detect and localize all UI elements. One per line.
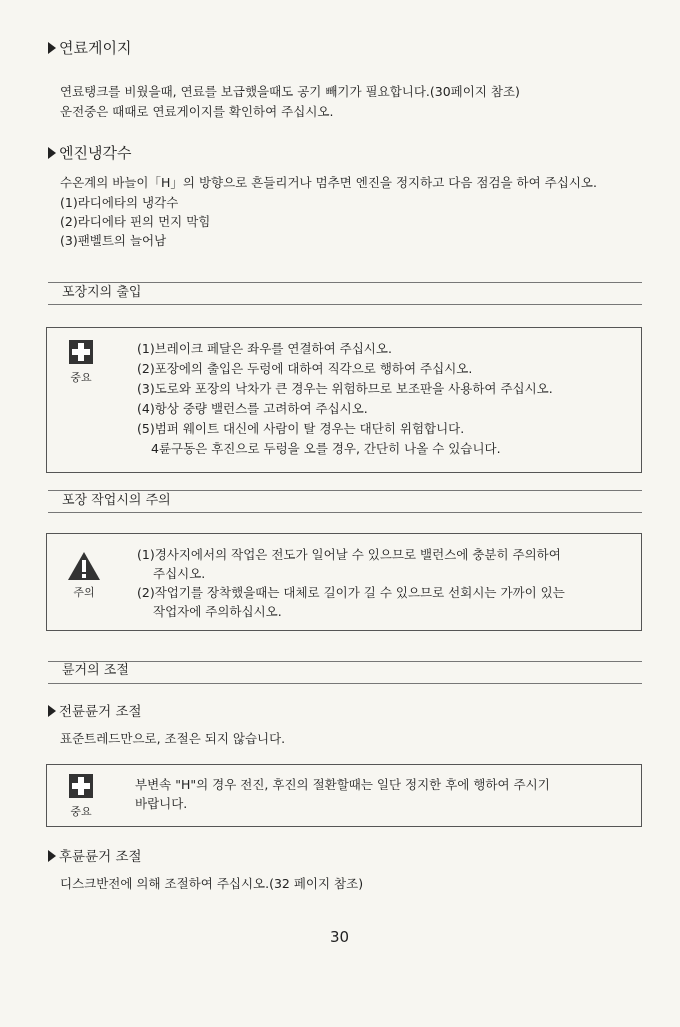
work-title: 포장 작업시의 주의 — [62, 493, 171, 508]
caution-label: 주의 — [73, 586, 95, 599]
front-tread-heading — [48, 700, 142, 720]
coolant-title: 엔진냉각수 — [59, 144, 132, 162]
fuel-line-2: 운전중은 때때로 연료게이지를 확인하여 주십시오. — [60, 104, 334, 119]
entry-item-1: (1)브레이크 페달은 좌우를 연결하여 주십시오. — [137, 341, 392, 356]
rear-tread-heading — [48, 845, 142, 865]
entry-item-3: (3)도로와 포장의 낙차가 큰 경우는 위험하므로 보조판을 사용하여 주십시오. — [137, 381, 553, 396]
entry-item-4: (4)항상 중량 밸런스를 고려하여 주십시오. — [137, 401, 368, 416]
fuel-line-1: 연료탱크를 비웠을때, 연료를 보급했을때도 공기 빼기가 필요합니다.(30페이지 참조) — [60, 84, 520, 99]
arrow-right-icon — [48, 705, 56, 717]
fuel-gauge-heading — [48, 37, 131, 58]
page-number: 30 — [330, 928, 350, 946]
divider — [48, 683, 642, 684]
important-cross-icon — [68, 773, 94, 799]
divider — [48, 282, 642, 283]
entry-important-box — [46, 327, 642, 473]
fuel-gauge-title: 연료게이지 — [59, 39, 132, 57]
tread-note-line-1: 부변속 "H"의 경우 전진, 후진의 절환할때는 일단 정지한 후에 행하여 주시기 — [135, 777, 550, 792]
front-tread-text: 표준트레드만으로, 조절은 되지 않습니다. — [60, 731, 286, 746]
coolant-heading — [48, 142, 131, 163]
warning-triangle-icon — [67, 551, 101, 581]
work-line-4: 작업자에 주의하십시오. — [153, 604, 282, 619]
front-tread-title: 전륜륜거 조절 — [59, 704, 142, 720]
divider — [48, 512, 642, 513]
tread-title: 륜거의 조절 — [62, 663, 129, 678]
arrow-right-icon — [48, 147, 56, 159]
important-cross-icon — [68, 339, 94, 365]
important-label: 중요 — [70, 371, 92, 384]
coolant-item-3: (3)팬벨트의 늘어남 — [60, 233, 167, 248]
entry-item-2: (2)포장에의 출입은 두렁에 대하여 직각으로 행하여 주십시오. — [137, 361, 473, 376]
divider — [48, 490, 642, 491]
entry-item-5-cont: 4륜구동은 후진으로 두렁을 오를 경우, 간단히 나올 수 있습니다. — [151, 441, 501, 456]
tread-note-line-2: 바랍니다. — [135, 796, 188, 811]
divider — [48, 661, 642, 662]
tread-important-box — [46, 764, 642, 827]
coolant-item-1: (1)라디에타의 냉각수 — [60, 195, 179, 210]
coolant-intro: 수온계의 바늘이「H」의 방향으로 흔들리거나 멈추면 엔진을 정지하고 다음 점검을 하여 주십시오. — [60, 175, 597, 190]
work-line-3: (2)작업기를 장착했을때는 대체로 길이가 길 수 있으므로 선회시는 가까이 있는 — [137, 585, 565, 600]
entry-title: 포장지의 출입 — [62, 285, 142, 300]
divider — [48, 304, 642, 305]
entry-item-5: (5)범퍼 웨이트 대신에 사람이 탈 경우는 대단히 위험합니다. — [137, 421, 465, 436]
coolant-item-2: (2)라디에타 핀의 먼지 막힘 — [60, 214, 211, 229]
important-label: 중요 — [70, 805, 92, 818]
arrow-right-icon — [48, 850, 56, 862]
arrow-right-icon — [48, 42, 56, 54]
work-caution-box — [46, 533, 642, 631]
work-line-1: (1)경사지에서의 작업은 전도가 일어날 수 있으므로 밸런스에 충분히 주의하여 — [137, 547, 561, 562]
work-line-2: 주십시오. — [153, 566, 206, 581]
rear-tread-text: 디스크반전에 의해 조절하여 주십시오.(32 페이지 참조) — [60, 876, 364, 891]
rear-tread-title: 후륜륜거 조절 — [59, 849, 142, 865]
